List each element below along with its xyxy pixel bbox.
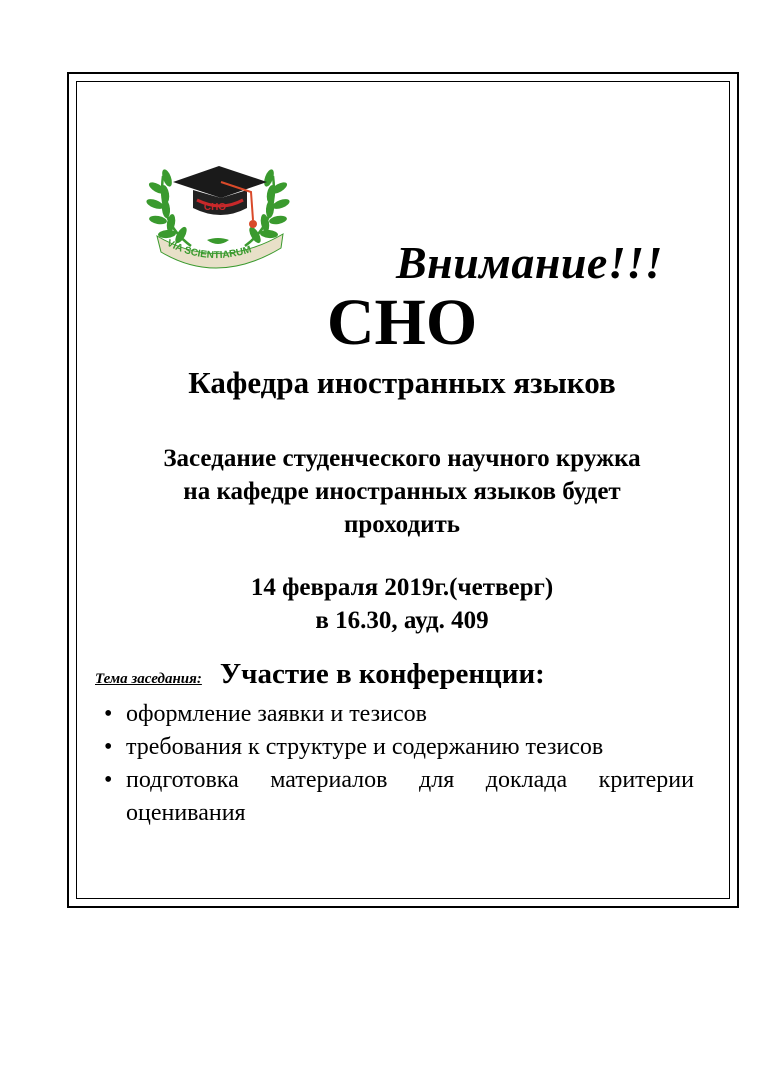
announcement-text bbox=[0, 442, 764, 541]
org-title: СНО bbox=[326, 286, 478, 359]
graduation-cap-icon bbox=[173, 166, 267, 228]
attention-heading: Внимание!!! bbox=[396, 237, 664, 288]
logo-motto-text: VIA SCIENTIARUM bbox=[164, 237, 253, 262]
topic-list bbox=[104, 698, 694, 830]
time-place-line: в 16.30, ауд. 409 bbox=[315, 607, 489, 634]
announcement-line: проходить bbox=[343, 511, 461, 538]
department-title: Кафедра иностранных языков bbox=[188, 365, 616, 400]
topic-label: Тема заседания: bbox=[95, 671, 202, 687]
logo-emblem-text: СНО bbox=[203, 202, 227, 213]
announcement-line: Заседание студенческого научного кружка bbox=[163, 445, 641, 472]
topic-title: Участие в конференции: bbox=[219, 658, 545, 690]
sno-logo bbox=[143, 136, 293, 281]
list-item: • оформление заявки и тезисов bbox=[104, 698, 694, 731]
list-item: • подготовка материалов для доклада критерии оценивания bbox=[104, 764, 694, 830]
schedule-block bbox=[0, 571, 764, 637]
list-item: • требования к структуре и содержанию тезисов bbox=[104, 731, 694, 764]
topic-row bbox=[95, 658, 545, 691]
announcement-line: на кафедре иностранных языков будет bbox=[183, 478, 621, 505]
date-line: 14 февраля 2019г.(четверг) bbox=[250, 574, 554, 601]
